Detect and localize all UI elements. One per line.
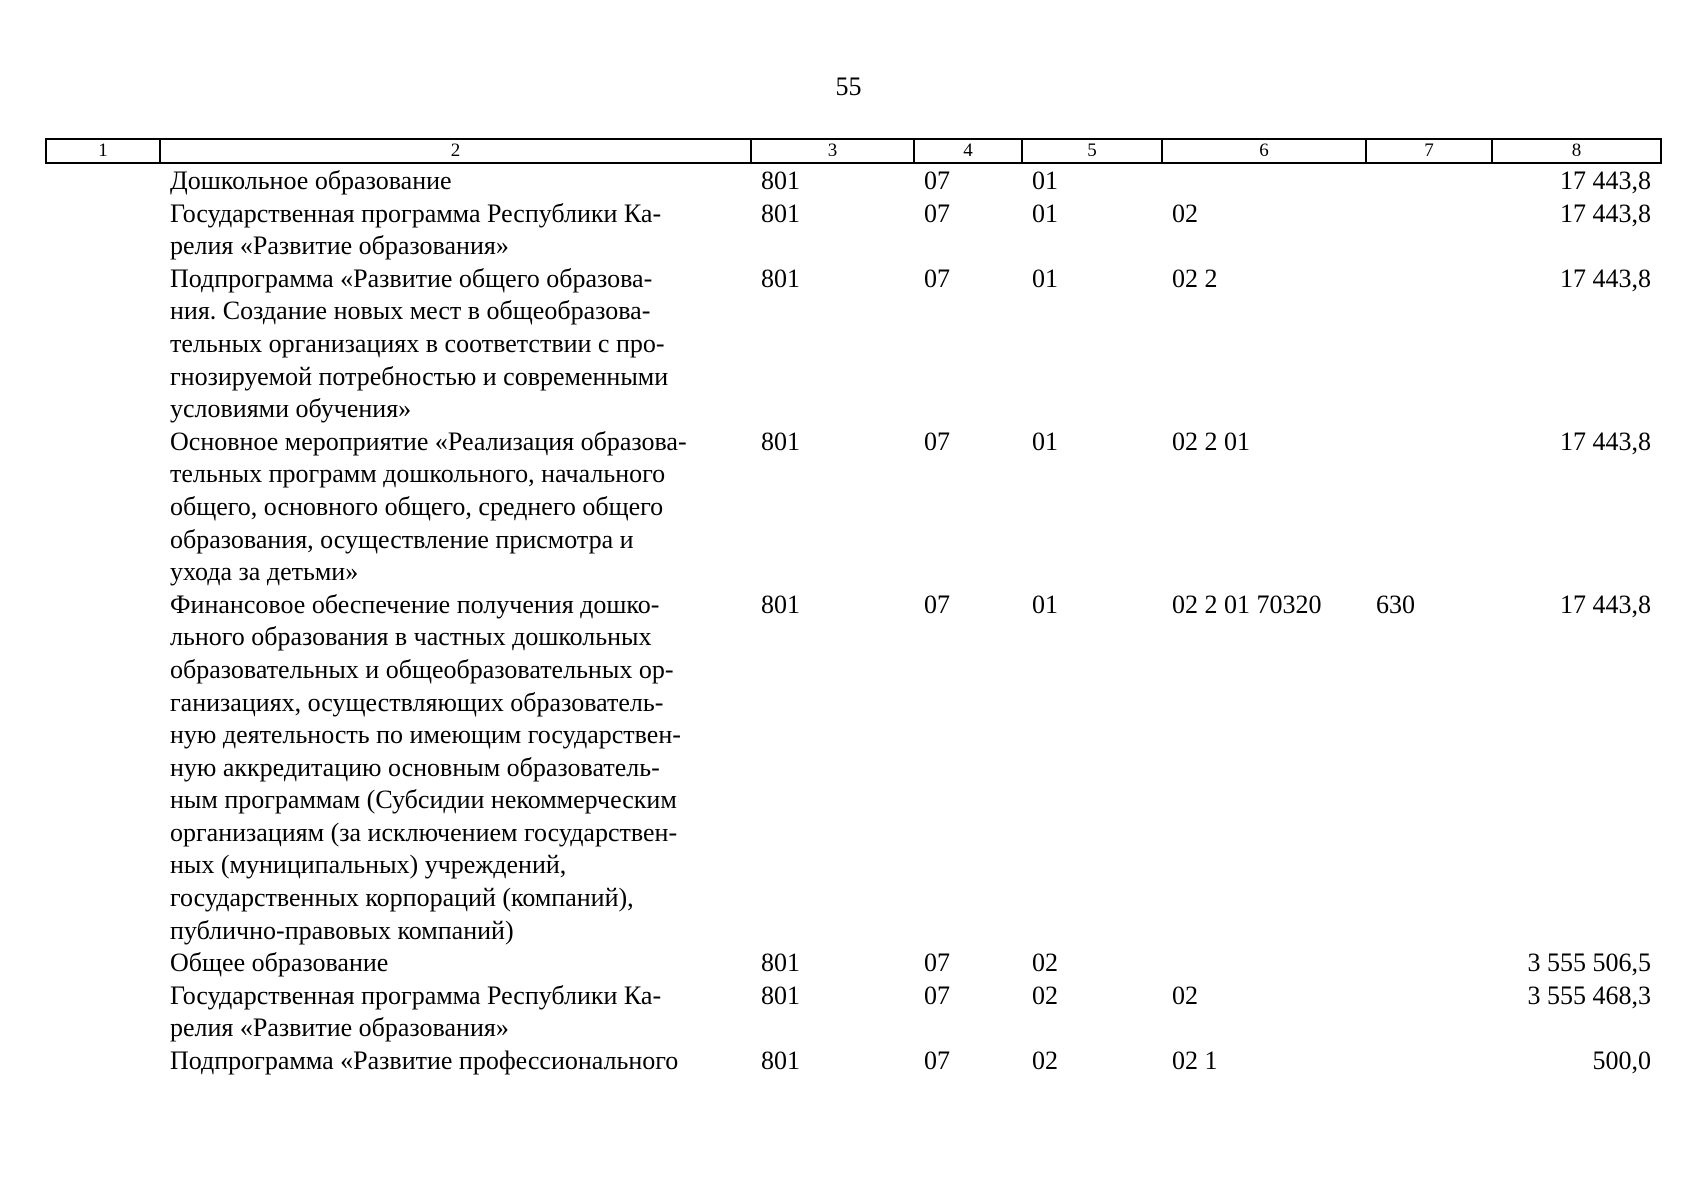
table-row [46, 163, 1661, 198]
cell-name-line: тельных программ дошкольного, начального [170, 459, 666, 489]
column-header-8: 8 [1492, 139, 1661, 163]
budget-table [45, 138, 1662, 1078]
cell-col4: 07 [924, 980, 950, 1010]
cell-col3: 801 [761, 263, 800, 293]
cell-name [160, 163, 751, 198]
cell-col3: 801 [761, 426, 800, 456]
cell-col7 [1366, 426, 1492, 589]
cell-col3: 801 [761, 1046, 800, 1076]
column-header-3: 3 [751, 139, 914, 163]
cell-col4: 07 [924, 198, 950, 228]
table-row [46, 263, 1661, 426]
cell-name-line: тельных организациях в соответствии с про- [170, 328, 665, 358]
cell-name-line: Основное мероприятие «Реализация образова- [170, 426, 687, 456]
column-header-7: 7 [1366, 139, 1492, 163]
cell-col7 [1366, 980, 1492, 1045]
cell-name-line: образовательных и общеобразовательных ор- [170, 654, 674, 684]
cell-name-line: ганизациях, осуществляющих образователь- [170, 687, 664, 717]
cell-col4: 07 [924, 948, 950, 978]
table-row [46, 947, 1661, 980]
cell-name-line: Подпрограмма «Развитие профессионального [170, 1046, 679, 1076]
column-header-2: 2 [160, 139, 751, 163]
cell-col3: 801 [761, 980, 800, 1010]
cell-col6: 02 [1172, 980, 1198, 1010]
table-body [46, 163, 1661, 1078]
cell-amount: 17 443,8 [1560, 166, 1651, 195]
cell-name-line: ния. Создание новых мест в общеобразова- [170, 296, 651, 326]
cell-col7 [1366, 1045, 1492, 1078]
cell-col6: 02 2 01 70320 [1172, 589, 1322, 619]
table-row [46, 589, 1661, 948]
cell-name-line: Финансовое обеспечение получения дошко- [170, 589, 660, 619]
cell-col1 [46, 947, 160, 980]
cell-name-line: общего, основного общего, среднего общего [170, 491, 664, 521]
cell-name-line: государственных корпораций (компаний), [170, 883, 634, 913]
column-header-1: 1 [46, 139, 160, 163]
cell-col7 [1366, 198, 1492, 263]
page-number: 55 [835, 72, 862, 101]
cell-col5: 01 [1032, 263, 1058, 293]
cell-name [160, 1045, 751, 1078]
cell-col5: 01 [1032, 426, 1058, 456]
cell-name-line: релия «Развитие образования» [170, 1013, 509, 1043]
cell-col7 [1366, 947, 1492, 980]
cell-col1 [46, 163, 160, 198]
cell-col5: 01 [1032, 166, 1058, 195]
cell-name-line: льного образования в частных дошкольных [170, 622, 652, 652]
cell-col7 [1366, 163, 1492, 198]
cell-col6 [1162, 163, 1366, 198]
column-number-header-row [46, 139, 1661, 163]
cell-name [160, 589, 751, 948]
cell-amount: 17 443,8 [1560, 198, 1651, 228]
column-header-4: 4 [914, 139, 1022, 163]
cell-col1 [46, 589, 160, 948]
table-row [46, 426, 1661, 589]
cell-col4: 07 [924, 166, 950, 195]
cell-name-line: ных (муниципальных) учреждений, [170, 850, 567, 880]
cell-col5: 01 [1032, 589, 1058, 619]
cell-amount: 17 443,8 [1560, 426, 1651, 456]
cell-col6: 02 1 [1172, 1046, 1218, 1076]
cell-amount: 17 443,8 [1560, 589, 1651, 619]
cell-name-line: организациям (за исключением государствен- [170, 817, 678, 847]
cell-amount: 3 555 468,3 [1527, 980, 1651, 1010]
cell-name-line: ухода за детьми» [170, 557, 359, 587]
cell-name-line: Подпрограмма «Развитие общего образова- [170, 263, 653, 293]
cell-col1 [46, 980, 160, 1045]
cell-col5: 02 [1032, 1046, 1058, 1076]
cell-col7 [1366, 263, 1492, 426]
cell-col6 [1162, 947, 1366, 980]
cell-col7: 630 [1376, 589, 1415, 619]
cell-col1 [46, 263, 160, 426]
cell-col3: 801 [761, 948, 800, 978]
column-header-6: 6 [1162, 139, 1366, 163]
cell-name [160, 426, 751, 589]
cell-name-line: Общее образование [170, 948, 389, 978]
cell-name [160, 980, 751, 1045]
cell-amount: 500,0 [1592, 1046, 1651, 1076]
cell-col5: 02 [1032, 948, 1058, 978]
cell-col3: 801 [761, 198, 800, 228]
cell-name-line: образования, осуществление присмотра и [170, 524, 634, 554]
cell-col5: 02 [1032, 980, 1058, 1010]
cell-col3: 801 [761, 166, 800, 195]
cell-amount: 3 555 506,5 [1527, 948, 1651, 978]
cell-name [160, 947, 751, 980]
cell-col6: 02 2 [1172, 263, 1218, 293]
cell-name-line: ную деятельность по имеющим государствен- [170, 720, 681, 750]
cell-col6: 02 2 01 [1172, 426, 1250, 456]
cell-name-line: Дошкольное образование [170, 166, 452, 195]
cell-col4: 07 [924, 589, 950, 619]
cell-name [160, 198, 751, 263]
cell-name-line: Государственная программа Республики Ка- [170, 980, 662, 1010]
cell-col4: 07 [924, 1046, 950, 1076]
cell-name-line: условиями обучения» [170, 394, 412, 424]
table-row [46, 198, 1661, 263]
cell-name-line: ную аккредитацию основным образователь- [170, 752, 660, 782]
cell-col1 [46, 426, 160, 589]
column-header-5: 5 [1022, 139, 1162, 163]
cell-col4: 07 [924, 263, 950, 293]
cell-col3: 801 [761, 589, 800, 619]
table-row [46, 1045, 1661, 1078]
cell-name-line: релия «Развитие образования» [170, 231, 509, 261]
cell-col5: 01 [1032, 198, 1058, 228]
cell-col1 [46, 1045, 160, 1078]
cell-name-line: публично-правовых компаний) [170, 915, 514, 945]
cell-col4: 07 [924, 426, 950, 456]
cell-col1 [46, 198, 160, 263]
cell-name [160, 263, 751, 426]
table-row [46, 980, 1661, 1045]
cell-name-line: ным программам (Субсидии некоммерческим [170, 785, 677, 815]
cell-col6: 02 [1172, 198, 1198, 228]
cell-name-line: Государственная программа Республики Ка- [170, 198, 662, 228]
cell-name-line: гнозируемой потребностью и современными [170, 361, 669, 391]
cell-amount: 17 443,8 [1560, 263, 1651, 293]
